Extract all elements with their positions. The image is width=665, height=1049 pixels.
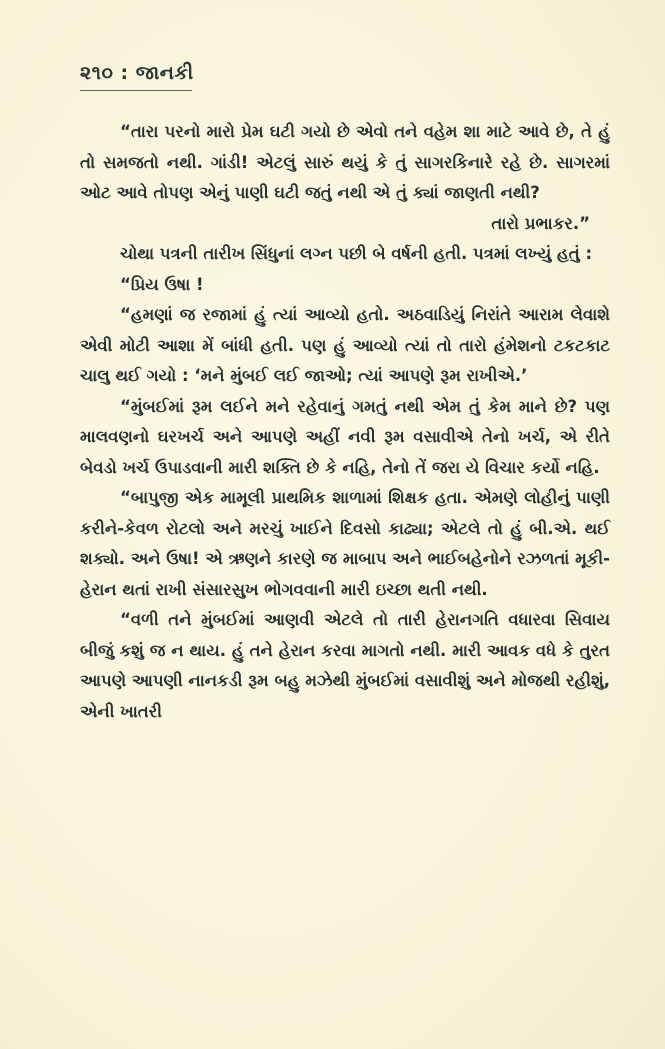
salutation: “પ્રિય ઉષા ! (120, 274, 204, 294)
body-text (80, 117, 610, 727)
paragraph-2: ચોથા પત્રની તારીખ સિંધુનાં લગ્ન પછી બે વર્ષની હતી. પત્રમાં લખ્યું હતું : (120, 244, 593, 263)
paragraph-1: “તારા પરનો મારો પ્રેમ ઘટી ગયો છે એવો તને વહેમ શા માટે આવે છે, તે હું તો સમજતો નથી. ગાંડી! એટલું સારું થયું કે તું સાગરકિનારે રહે છે. સાગરમાં ઓટ આવે તોપણ એનું પાણી ઘટી જતું નથી એ તું ક્યાં જાણતી નથી? (80, 122, 610, 202)
paragraph-4: “મુંબઈમાં રૂમ લઈને મને રહેવાનું ગમતું નથી એમ તું કેમ માને છે? પણ માલવણનો ઘરખર્ચ અને આપણે અહીં નવી રૂમ વસાવીએ તેનો ખર્ચ, એ રીતે બેવડો ખર્ચ ઉપાડવાની મારી શક્તિ છે કે નહિ, તેનો તેં જરા યે વિચાર કર્યો નહિ. (80, 396, 610, 477)
header-underline (80, 90, 192, 91)
paragraph-6: “વળી તને મુંબઈમાં આણવી એટલે તો તારી હેરાનગતિ વધારવા સિવાય બીજું કશું જ ન થાય. હું તને હેરાન કરવા માગતો નથી. મારી આવક વધે કે તુરત આપણે આપણી નાનકડી રૂમ બહુ મઝેથી મુંબઈમાં વસાવીશું અને મોજથી રહીશું, એની ખાતરી (80, 610, 610, 721)
letter-signature: તારો પ્રભાકર.” (491, 213, 590, 233)
page-header: ૨૧૦ : જાનકી (80, 62, 194, 84)
paragraph-5: “બાપુજી એક મામૂલી પ્રાથમિક શાળામાં શિક્ષક હતા. એમણે લોહીનું પાણી કરીને-કેવળ રોટલો અને મરચું ખાઈને દિવસો કાઢ્યા; એટલે તો હું બી.એ. થઈ શક્યો. અને ઉષા! એ ઋણને કારણે જ માબાપ અને ભાઈબહેનોને રઝળતાં મૂકી-હેરાન થતાં રાખી સંસારસુખ ભોગવવાની મારી ઇચ્છા થતી નથી. (80, 488, 610, 599)
paragraph-3: “હમણાં જ રજામાં હું ત્યાં આવ્યો હતો. અઠવાડિયું નિરાંતે આરામ લેવાશે એવી મોટી આશા મેં બાંધી હતી. પણ હું આવ્યો ત્યાં તો તારો હંમેશનો ટકટકાટ ચાલુ થઈ ગયો : ‘મને મુંબઈ લઈ જાઓ; ત્યાં આપણે રૂમ રાખીએ.’ (80, 305, 610, 385)
